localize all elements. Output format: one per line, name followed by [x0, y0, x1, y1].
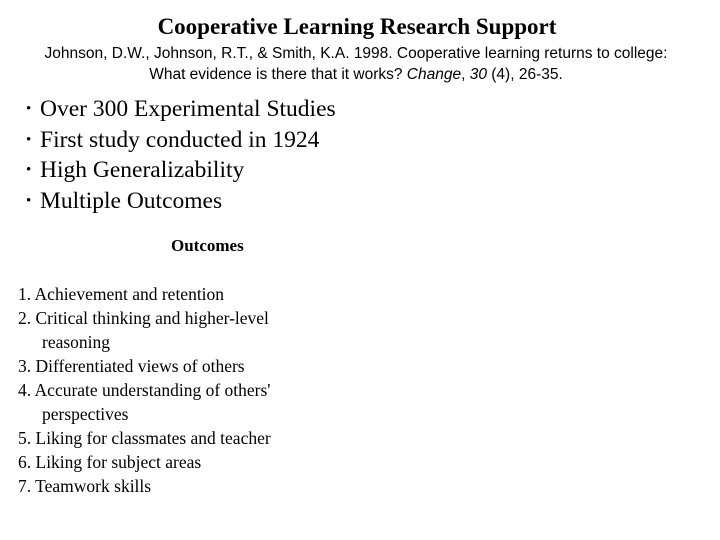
bullet-item — [26, 186, 336, 217]
outcome-item: 4. Accurate understanding of others' — [18, 380, 271, 400]
outcome-item: 2. Critical thinking and higher-level — [18, 308, 269, 328]
bullet-list — [26, 94, 336, 216]
outcome-item-continuation: reasoning — [42, 332, 111, 352]
outcome-item: 1. Achievement and retention — [18, 284, 225, 304]
bullet-icon: • — [26, 131, 32, 148]
slide-title: Cooperative Learning Research Support — [157, 14, 557, 39]
outcome-item: 5. Liking for classmates and teacher — [18, 428, 271, 448]
outcomes-heading: Outcomes — [171, 236, 244, 255]
bullet-item — [26, 125, 336, 156]
bullet-icon: • — [26, 101, 32, 117]
outcome-item: 7. Teamwork skills — [18, 476, 152, 496]
outcome-item: 6. Liking for subject areas — [18, 452, 202, 472]
bullet-icon: • — [26, 162, 32, 178]
citation-journal: Change — [406, 66, 462, 83]
outcome-item-continuation: perspectives — [42, 404, 129, 424]
bullet-text: Multiple Outcomes — [40, 187, 223, 214]
outcome-item: 3. Differentiated views of others — [18, 356, 245, 376]
bullet-item — [26, 94, 336, 125]
bullet-item — [26, 155, 336, 186]
citation-separator: , — [461, 66, 470, 83]
bullet-text: Over 300 Experimental Studies — [40, 96, 336, 122]
bullet-text: First study conducted in 1924 — [40, 126, 320, 153]
citation-volume: 30 — [469, 66, 487, 83]
citation-issue-pages: (4), 26-35. — [486, 66, 563, 83]
bullet-icon: • — [26, 192, 32, 209]
citation — [30, 43, 682, 85]
citation-authors: Johnson, D.W., Johnson, R.T., & Smith, K.A. 1998. Cooperative learning returns to college: What evidence is there that it works? — [44, 45, 668, 83]
bullet-text: High Generalizability — [40, 157, 245, 183]
outcomes-list — [18, 282, 271, 498]
